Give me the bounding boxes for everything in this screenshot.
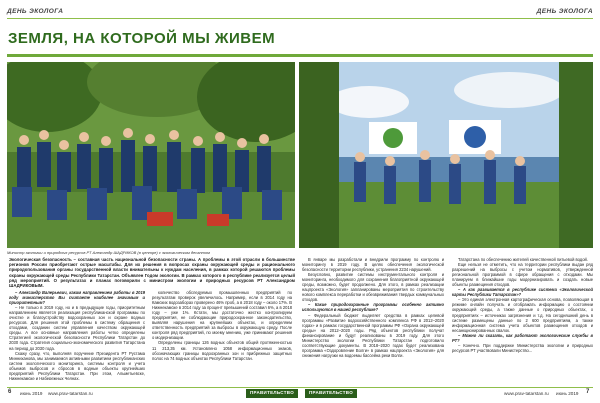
paragraph: Татарстана по обеспечению жителей качественной питьевой водой. (458, 257, 588, 262)
page-number-left: 6 (8, 389, 12, 395)
text-column-4 (452, 257, 593, 382)
paragraph: Определены границы 126 водных объектов общей протяженностью 11 213,35 км. Установлено 1058 информационных знаков, обозначающих границы водоохранных зон и прибрежных защитных полос на 74 водных объектах Республики Татарстан. (152, 340, 292, 361)
paragraph: Безусловно, развитие системы инструментального контроля и мониторинга, необходимого для сохранения благоприятной окружающей среды, возможно, будет продолжено. Для этого, в рамках реализации нацпроекта «Экология» запланированы мероприятия по строительству нового комплекса переработки и обезвреживания твердых коммунальных отходов. (302, 272, 444, 303)
header-rule (7, 18, 593, 19)
paragraph: – А как развивается в республике система «Экологической карты Республики Татарстан»? (452, 287, 593, 298)
footer-logo-left: ПРАВИТЕЛЬСТВО (246, 389, 298, 398)
article-title: ЗЕМЛЯ, НА КОТОРОЙ МЫ ЖИВЕМ (8, 30, 276, 47)
lead-paragraph: Экологическая безопасность – составная часть национальной безопасности страны. А проблемы в этой отрасли в большинстве регионов России приобретают острые масштабы. Для их решения в вопросах охраны окружающей среды и рационального природопользования органы государственной власти внимательны к нуждам населения, в рамках которой решаются проблемы охраны окружающей среды Республики Татарстан. Объявлен Годом экологии. В рамках которого в республике реализуется целый ряд мероприятий. О результатах и планах поговорили с министром экологии и природных ресурсов РТ Александром ШАДРИКОВЫМ. (9, 257, 295, 289)
paragraph: – Конечно. При поддержке Министерства экологии и природных ресурсов РТ участвовали Министерство... (452, 342, 593, 353)
footer-logo-right: ПРАВИТЕЛЬСТВО (305, 389, 357, 398)
paragraph: – Это единая электронная картографическая основа, позволяющая в режиме онлайн получать и отображать информацию о состоянии окружающей среды, а также данные о природных объектах, о предприятиях – источниках загрязнения и т.д. На сегодняшний день в системе размещены данные по 2 600 предприятиям, а также информационная система учета объектов размещения отходов и несанкционированных свалок. (452, 297, 593, 333)
paragraph: Скажу сразу, что, выполняя поручение Президента РТ Рустама Минниханова, мы занимаемся активными развитием республиканских систем экологического мониторинга, системы контроля и учета объемов выбросов и сбросов в водные объекты крупнейших предприятий Республики Татарстан. При этом, Альметьевске, Нижнекамске и Набережных Челнах. (9, 350, 145, 380)
footer-site-left[interactable]: www.prav-tatarstan.ru (48, 391, 93, 396)
paragraph: Еще нельзя не отметить, что на территории республики выдан ряд разрешений на выбросы с учетом нормативов, утвержденной региональной программой в сфере обращения с отходами. Мы планируем в ближайшие годы модернизировать и создать новые объекты размещения отходов. (452, 262, 593, 288)
group-photo (7, 62, 295, 248)
text-column-3 (302, 257, 444, 382)
paragraph: В январе мы разработали и внедрили программу по контролю и мониторингу в 2019 году. В целях обеспечения экологической безопасности территории республики, устранения 2234 нарушений. (302, 257, 444, 273)
footer-date-right: июнь 2019 (556, 391, 579, 396)
page-header (0, 0, 600, 24)
page-number-right: 7 (586, 389, 590, 395)
section-label-right: ДЕНЬ ЭКОЛОГА (536, 8, 593, 15)
title-rule (7, 54, 593, 57)
footer-site-right[interactable]: www.prav-tatarstan.ru (504, 391, 549, 396)
paragraph: – Какие природоохранные программы особенно активно используются в нашей республике? (302, 302, 444, 313)
river-photo (299, 62, 593, 248)
section-label-left: ДЕНЬ ЭКОЛОГА (7, 8, 64, 15)
photo-caption: Министр экологии и природных ресурсов РТ Александр ШАДРИКОВ (в центре) с экологическим десантом (7, 250, 210, 255)
paragraph: – Александр Валерьевич, каким направлением работы в 2019 году министерство Вы считаете наиболее значимым и приоритетным? (9, 290, 145, 306)
footer-date-left: июнь 2019 (20, 391, 43, 396)
paragraph: – Федеральный бюджет выделяет средства в рамках целевой программы «Развитие водохозяйственного комплекса РФ в 2012–2020 годах» и в рамках государственной программы РФ «Охрана окружающей среды» на 2012–2020 годы. Ряд объектов республики получат финансирование и будут реализованы в 2019 году. Для этого Министерство экологии Республики Татарстан подготовило соответствующие документы. В 2018–2020 годах будет реализована программа «Оздоровление Волги» в рамках нацпроекта «Экология» для снижения нагрузки на водоемы бассейна реки Волги. (302, 312, 444, 358)
paragraph: количество обследуемых промышленных предприятий по результатам проверок увеличилось. Например, если в 2014 году на Камских водозаборах проверено 46% проб, а в 2018 году – около 17%. В Нижнекамске в 2014 году за процент превышений составил 6%, а в 2018 году – уже 1%. Кстати, мы достаточно жестко контролируем предприятия, не соблюдающие природоохранное законодательство, выявляя нарушения на крупнейших объектах, и определяем ответственность предприятий за выбросы в окружающую среду. После контроля ряд предприятий, по моему мнению, уже принимают решения о модернизации. (152, 290, 292, 341)
paragraph: – Не только в 2019 году, но и в предыдущие годы, приоритетным направлением является реализация республиканской программы по очистке и благоустройству водоохранных зон и охране водных ресурсов. Для решения этой проблемы в систему обращения с отходами, создании систем управления качеством окружающей среды. А все основные направления работы четко определены Стратегией экологической безопасности Республики Татарстан до 2030 года. Стратегия социально-экономического развития Татарстана на период до 2030 года. (9, 305, 145, 351)
footer-rule (7, 387, 593, 388)
text-column-1 (9, 290, 145, 380)
text-column-2 (152, 290, 292, 380)
paragraph: – Можно ли сказать, как работают экологические службы в РТ? (452, 332, 593, 343)
